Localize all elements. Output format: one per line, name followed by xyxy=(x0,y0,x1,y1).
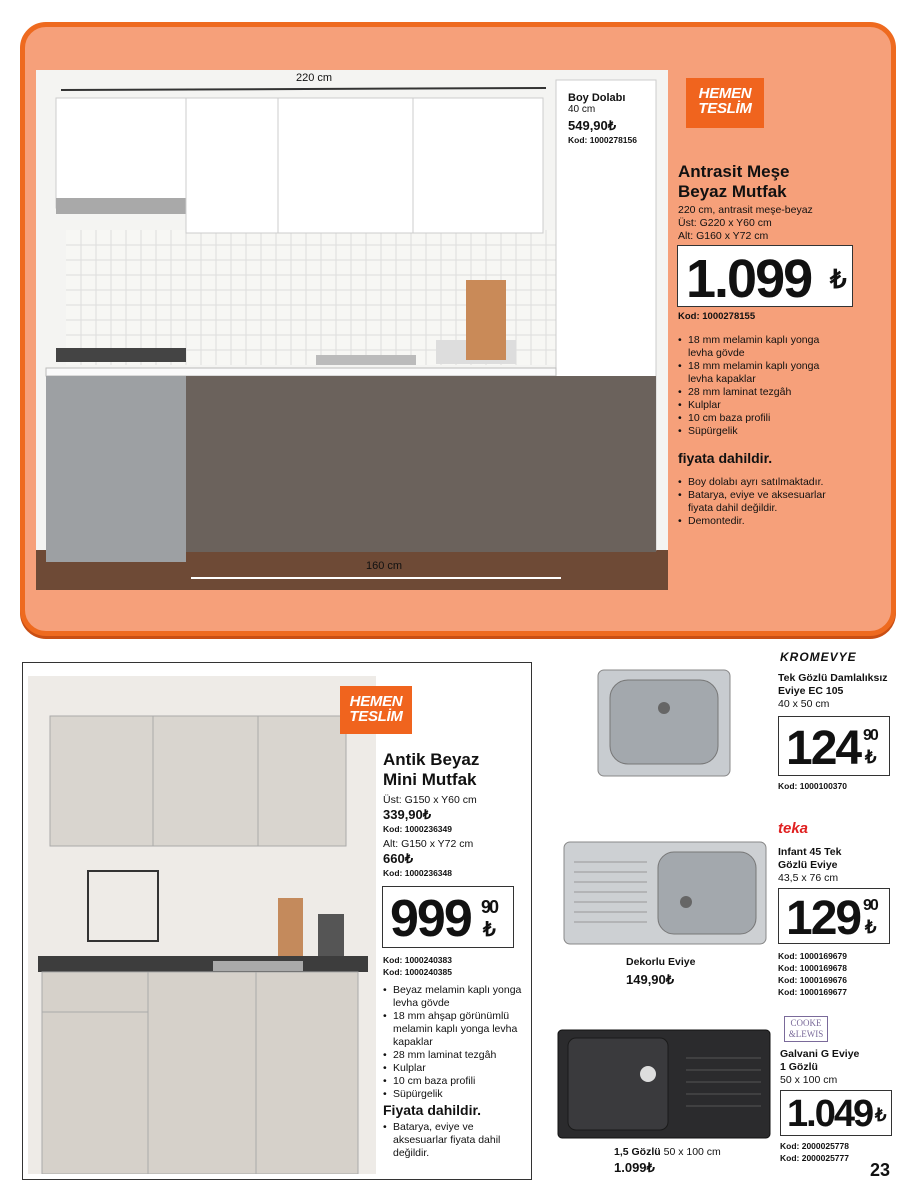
mini-included: Fiyata dahildir. xyxy=(383,1102,482,1118)
mini-product-info xyxy=(383,750,523,879)
currency-symbol: ₺ xyxy=(483,919,494,941)
top-price: 1.099 xyxy=(686,249,812,309)
sink3-kod: Kod: 2000025778 xyxy=(780,1141,849,1151)
mini-kod: Kod: 1000240385 xyxy=(383,967,452,977)
badge-line-2: TESLİM xyxy=(349,708,403,725)
sink3-info xyxy=(780,1048,859,1087)
currency-symbol: ₺ xyxy=(830,264,845,294)
hemen-teslim-badge-mini xyxy=(340,686,412,734)
feature-item: • 18 mm ahşap görünümlü melamin kaplı yonga levha kapaklar xyxy=(383,1010,523,1049)
boy-dolabi-info xyxy=(568,92,637,146)
top-kod: Kod: 1000278155 xyxy=(678,311,756,322)
mini-price-box xyxy=(382,886,514,948)
mini-alt-kod: Kod: 1000236348 xyxy=(383,868,452,878)
sink3-price-box xyxy=(780,1090,892,1136)
width-dimension-label: 220 cm xyxy=(296,72,333,84)
feature-item: • 10 cm baza profili xyxy=(678,412,828,425)
sink2-title-1: Infant 45 Tek xyxy=(778,846,842,858)
mini-kods xyxy=(383,954,452,978)
badge-line-1: HEMEN xyxy=(349,693,403,710)
sink3-kod: Kod: 2000025777 xyxy=(780,1153,849,1163)
sink-infant-image xyxy=(562,840,768,946)
mini-price: 999 xyxy=(390,890,471,948)
note-item: • Batarya, eviye ve aksesuarlar fiyata dahil değildir. xyxy=(678,489,828,515)
feature-item: • Süpürgelik xyxy=(678,425,828,438)
mini-ust: Üst: G150 x Y60 cm xyxy=(383,794,477,806)
mini-ust-price: 339,90₺ xyxy=(383,807,432,822)
mini-alt-price: 660₺ xyxy=(383,851,413,866)
sink3-alt-title: 1,5 Gözlü xyxy=(614,1146,661,1158)
sink3-alt-size: 50 x 100 cm xyxy=(663,1146,721,1158)
top-product-info xyxy=(678,162,813,243)
note-item: • Batarya, eviye ve aksesuarlar fiyata dahil değildir. xyxy=(383,1121,528,1160)
top-price-box xyxy=(677,245,853,307)
feature-item: • Süpürgelik xyxy=(383,1088,523,1101)
currency-symbol: ₺ xyxy=(865,917,875,937)
desc-2: Üst: G220 x Y60 cm xyxy=(678,217,772,229)
sink2-kods xyxy=(778,950,847,998)
sink1-price-box xyxy=(778,716,890,776)
sink2-kod: Kod: 1000169677 xyxy=(778,987,847,997)
sink3-title-1: Galvani G Eviye xyxy=(780,1048,860,1060)
page-number: 23 xyxy=(870,1160,891,1180)
hemen-teslim-badge xyxy=(686,78,764,128)
kitchen-photo xyxy=(36,70,668,590)
kromevye-logo: KROMEVYE xyxy=(780,650,857,664)
dekorlu-eviye-label: Dekorlu Eviye xyxy=(626,956,696,968)
bottom-dimension-label: 160 cm xyxy=(366,560,403,572)
sink2-size: 43,5 x 76 cm xyxy=(778,872,839,884)
mini-ust-kod: Kod: 1000236349 xyxy=(383,824,452,834)
mini-kitchen-photo xyxy=(28,676,376,1174)
feature-item: • Kulplar xyxy=(678,399,828,412)
feature-item: • 18 mm melamin kaplı yonga levha gövde xyxy=(678,334,828,360)
sink2-kod: Kod: 1000169678 xyxy=(778,963,847,973)
mini-title-2: Mini Mutfak xyxy=(383,770,477,789)
boy-kod: Kod: 1000278156 xyxy=(568,135,637,145)
note-item: • Boy dolabı ayrı satılmaktadır. xyxy=(678,476,828,489)
sink1-cents: 90 xyxy=(863,727,877,744)
mini-kod: Kod: 1000240383 xyxy=(383,955,452,965)
badge-line-1: HEMEN xyxy=(698,85,752,102)
currency-symbol: ₺ xyxy=(865,747,875,767)
boy-price: 549,90₺ xyxy=(568,118,617,133)
feature-item: • 28 mm laminat tezgâh xyxy=(678,386,828,399)
feature-item: • 18 mm melamin kaplı yonga levha kapaklar xyxy=(678,360,828,386)
feature-item: • Beyaz melamin kaplı yonga levha gövde xyxy=(383,984,523,1010)
feature-item: • 28 mm laminat tezgâh xyxy=(383,1049,523,1062)
mini-title-1: Antik Beyaz xyxy=(383,750,480,769)
sink3-size: 50 x 100 cm xyxy=(780,1074,838,1086)
sink2-title-2: Gözlü Eviye xyxy=(778,859,838,871)
feature-item: • 10 cm baza profili xyxy=(383,1075,523,1088)
sink-ec105-image xyxy=(596,668,732,778)
sink3-title-2: 1 Gözlü xyxy=(780,1061,818,1073)
sink2-info xyxy=(778,846,841,885)
cooke-lewis-logo xyxy=(784,1016,828,1042)
boy-title: Boy Dolabı xyxy=(568,92,626,104)
sink1-price: 124 xyxy=(786,722,861,775)
mini-notes xyxy=(383,1121,528,1160)
currency-symbol: ₺ xyxy=(875,1105,885,1125)
product-title-1: Antrasit Meşe xyxy=(678,162,790,181)
teka-logo: teka xyxy=(778,820,809,837)
brand-line: &LEWIS xyxy=(788,1029,824,1039)
sink2-kod: Kod: 1000169676 xyxy=(778,975,847,985)
mini-features xyxy=(383,984,523,1101)
sink1-title-2: Eviye EC 105 xyxy=(778,685,844,697)
feature-item: • Kulplar xyxy=(383,1062,523,1075)
desc-3: Alt: G160 x Y72 cm xyxy=(678,230,769,242)
badge-line-2: TESLİM xyxy=(698,100,752,117)
sink2-cents: 90 xyxy=(863,897,877,914)
top-included: fiyata dahildir. xyxy=(678,450,773,466)
sink1-title-1: Tek Gözlü Damlalıksız xyxy=(778,672,888,684)
sink1-size: 40 x 50 cm xyxy=(778,698,830,710)
mini-price-cents: 90 xyxy=(481,897,498,917)
sink3-alt-line xyxy=(614,1146,721,1159)
dekorlu-eviye-price: 149,90₺ xyxy=(626,972,675,987)
sink2-kod: Kod: 1000169679 xyxy=(778,951,847,961)
brand-line: COOKE xyxy=(790,1018,822,1028)
product-title-2: Beyaz Mutfak xyxy=(678,182,787,201)
sink3-kods xyxy=(780,1140,849,1164)
sink-galvani-image xyxy=(556,1028,772,1140)
sink3-price: 1.049 xyxy=(787,1093,873,1135)
boy-size: 40 cm xyxy=(568,104,596,115)
kitchen-illustration xyxy=(36,70,668,590)
note-item: • Demontedir. xyxy=(678,515,828,528)
mini-kitchen-illustration xyxy=(28,676,376,1174)
top-notes xyxy=(678,476,828,528)
desc-1: 220 cm, antrasit meşe-beyaz xyxy=(678,204,813,216)
sink1-kod: Kod: 1000100370 xyxy=(778,781,847,791)
sink2-price: 129 xyxy=(786,892,861,945)
sink1-info xyxy=(778,672,888,711)
sink3-alt-price: 1.099₺ xyxy=(614,1160,655,1175)
mini-alt: Alt: G150 x Y72 cm xyxy=(383,838,474,850)
sink2-price-box xyxy=(778,888,890,944)
top-features xyxy=(678,334,828,438)
